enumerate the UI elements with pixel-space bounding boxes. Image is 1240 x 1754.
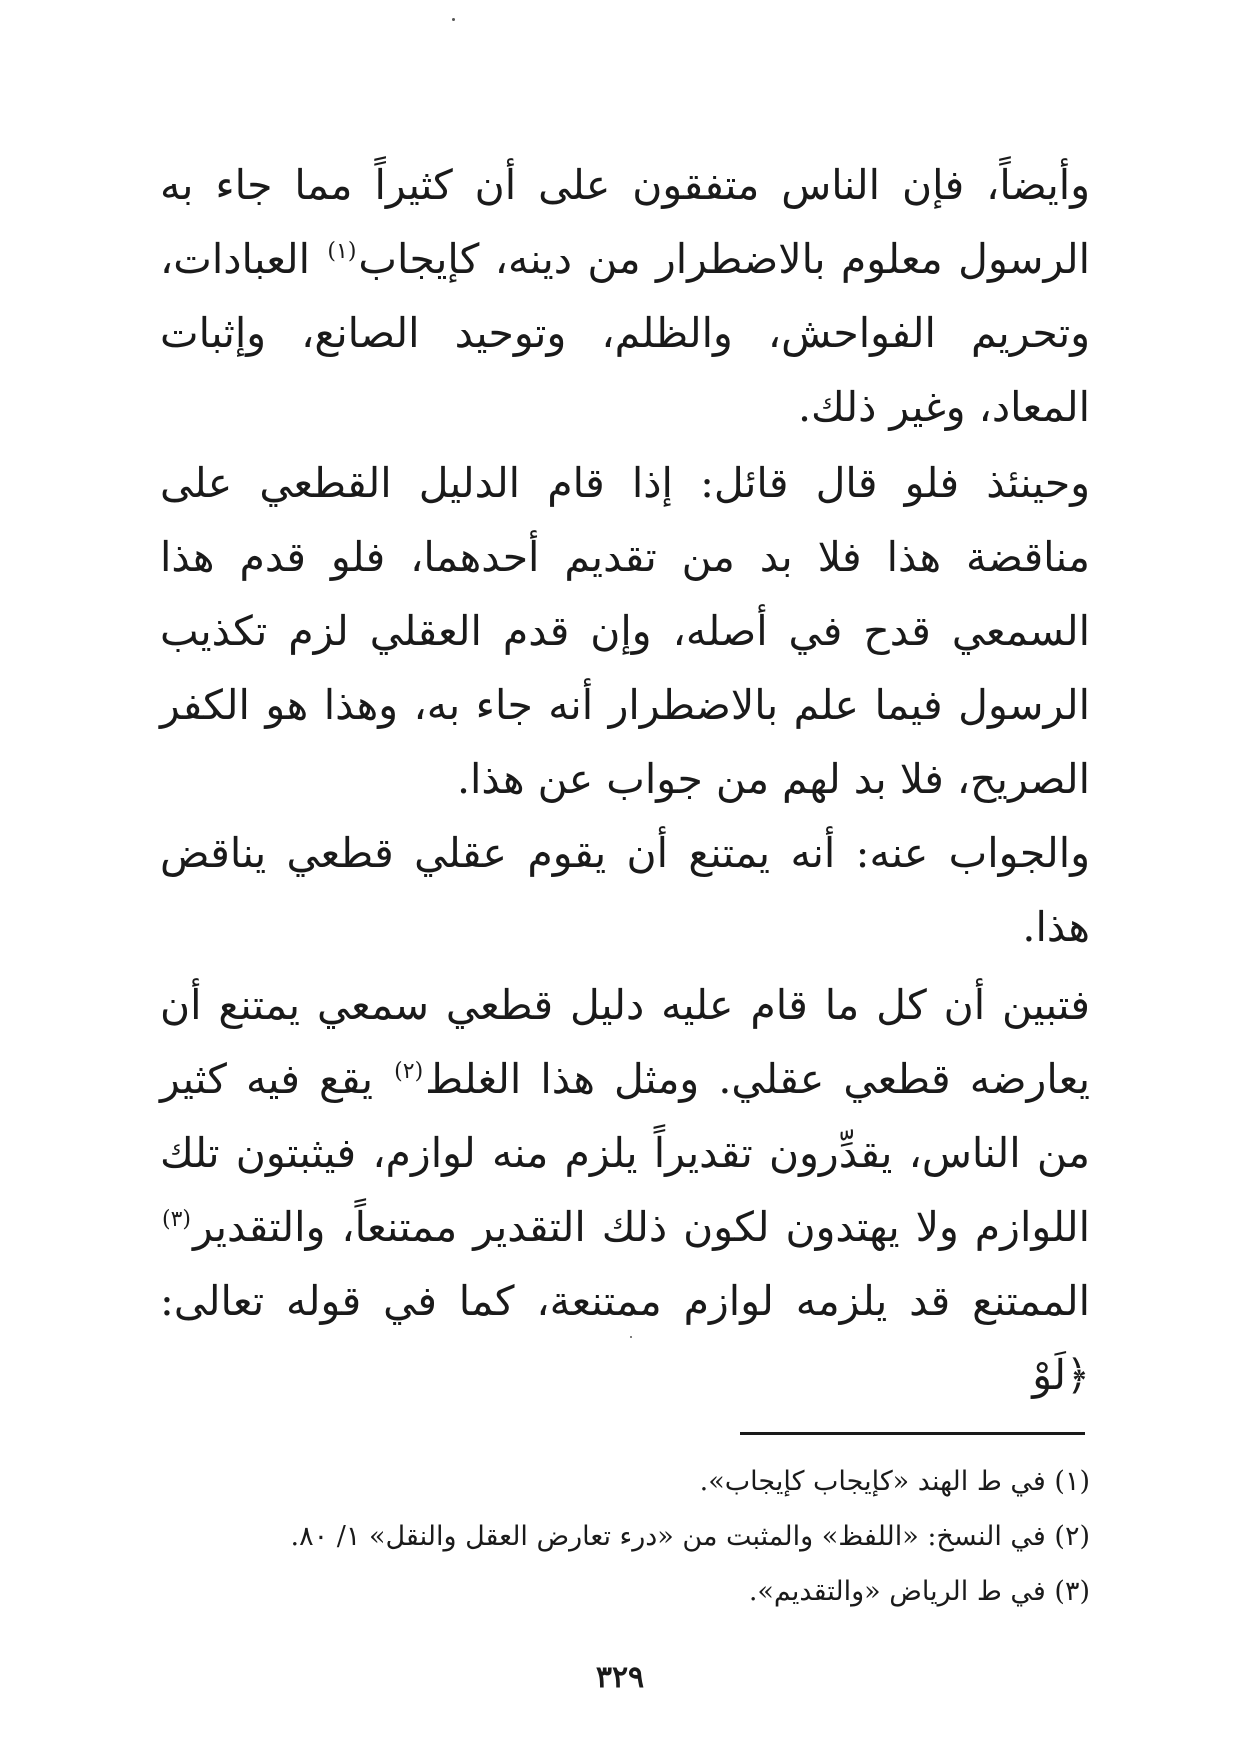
- paragraph-2: [160, 446, 1090, 816]
- footnote-ref-1[interactable]: (١): [327, 239, 357, 265]
- page-number: ٣٢٩: [595, 1660, 645, 1695]
- paragraph-4-text-middle: يقع فيه كثير من الناس، يقدِّرون تقديراً يلزم منه لوازم، فيثبتون تلك اللوازم ولا يهتدون لكون ذلك التقدير ممتنعاً، والتقدير: [160, 1055, 1090, 1251]
- footnote-3: (٣) في ط الرياض «والتقديم».: [748, 1576, 1090, 1607]
- paragraph-2-text: وحينئذ فلو قال قائل: إذا قام الدليل القطعي على مناقضة هذا فلا بد من تقديم أحدهما، فلو قدم هذا السمعي قدح في أصله، وإن قدم العقلي لزم تكذيب الرسول فيما علم بالاضطرار أنه جاء به، وهذا هو الكفر الصريح، فلا بد لهم من جواب عن هذا.: [160, 459, 1090, 803]
- paragraph-3-text: والجواب عنه: أنه يمتنع أن يقوم عقلي قطعي يناقض هذا.: [160, 829, 1090, 951]
- footnote-2: (٢) في النسخ: «اللفظ» والمثبت من «درء تعارض العقل والنقل» ١/ ٨٠.: [290, 1521, 1090, 1552]
- paragraph-1: [160, 148, 1090, 444]
- paragraph-4-text-start: فتبين أن كل ما قام عليه دليل قطعي سمعي يمتنع أن يعارضه قطعي عقلي. ومثل هذا الغلط: [160, 981, 1090, 1103]
- footnote-1: (١) في ط الهند «كإيجاب كإيجاب».: [699, 1466, 1090, 1497]
- paragraph-3: [160, 816, 1090, 964]
- footnotes-section: [150, 1454, 1090, 1619]
- paragraph-1-text-start: وأيضاً، فإن الناس متفقون على أن كثيراً مما جاء به الرسول معلوم بالاضطرار من دينه، كإيجاب: [160, 161, 1090, 283]
- paragraph-4-text-end: الممتنع قد يلزمه لوازم ممتنعة، كما في قوله تعالى: ﴿لَوْ: [160, 1277, 1090, 1399]
- footnote-separator: [740, 1432, 1085, 1435]
- scan-speck: [452, 18, 455, 21]
- footnote-ref-3[interactable]: (٣): [162, 1207, 192, 1233]
- paragraph-1-text-end: العبادات، وتحريم الفواحش، والظلم، وتوحيد الصانع، وإثبات المعاد، وغير ذلك.: [160, 235, 1090, 431]
- footnote-ref-2[interactable]: (٢): [394, 1059, 424, 1085]
- paragraph-4: [160, 968, 1090, 1412]
